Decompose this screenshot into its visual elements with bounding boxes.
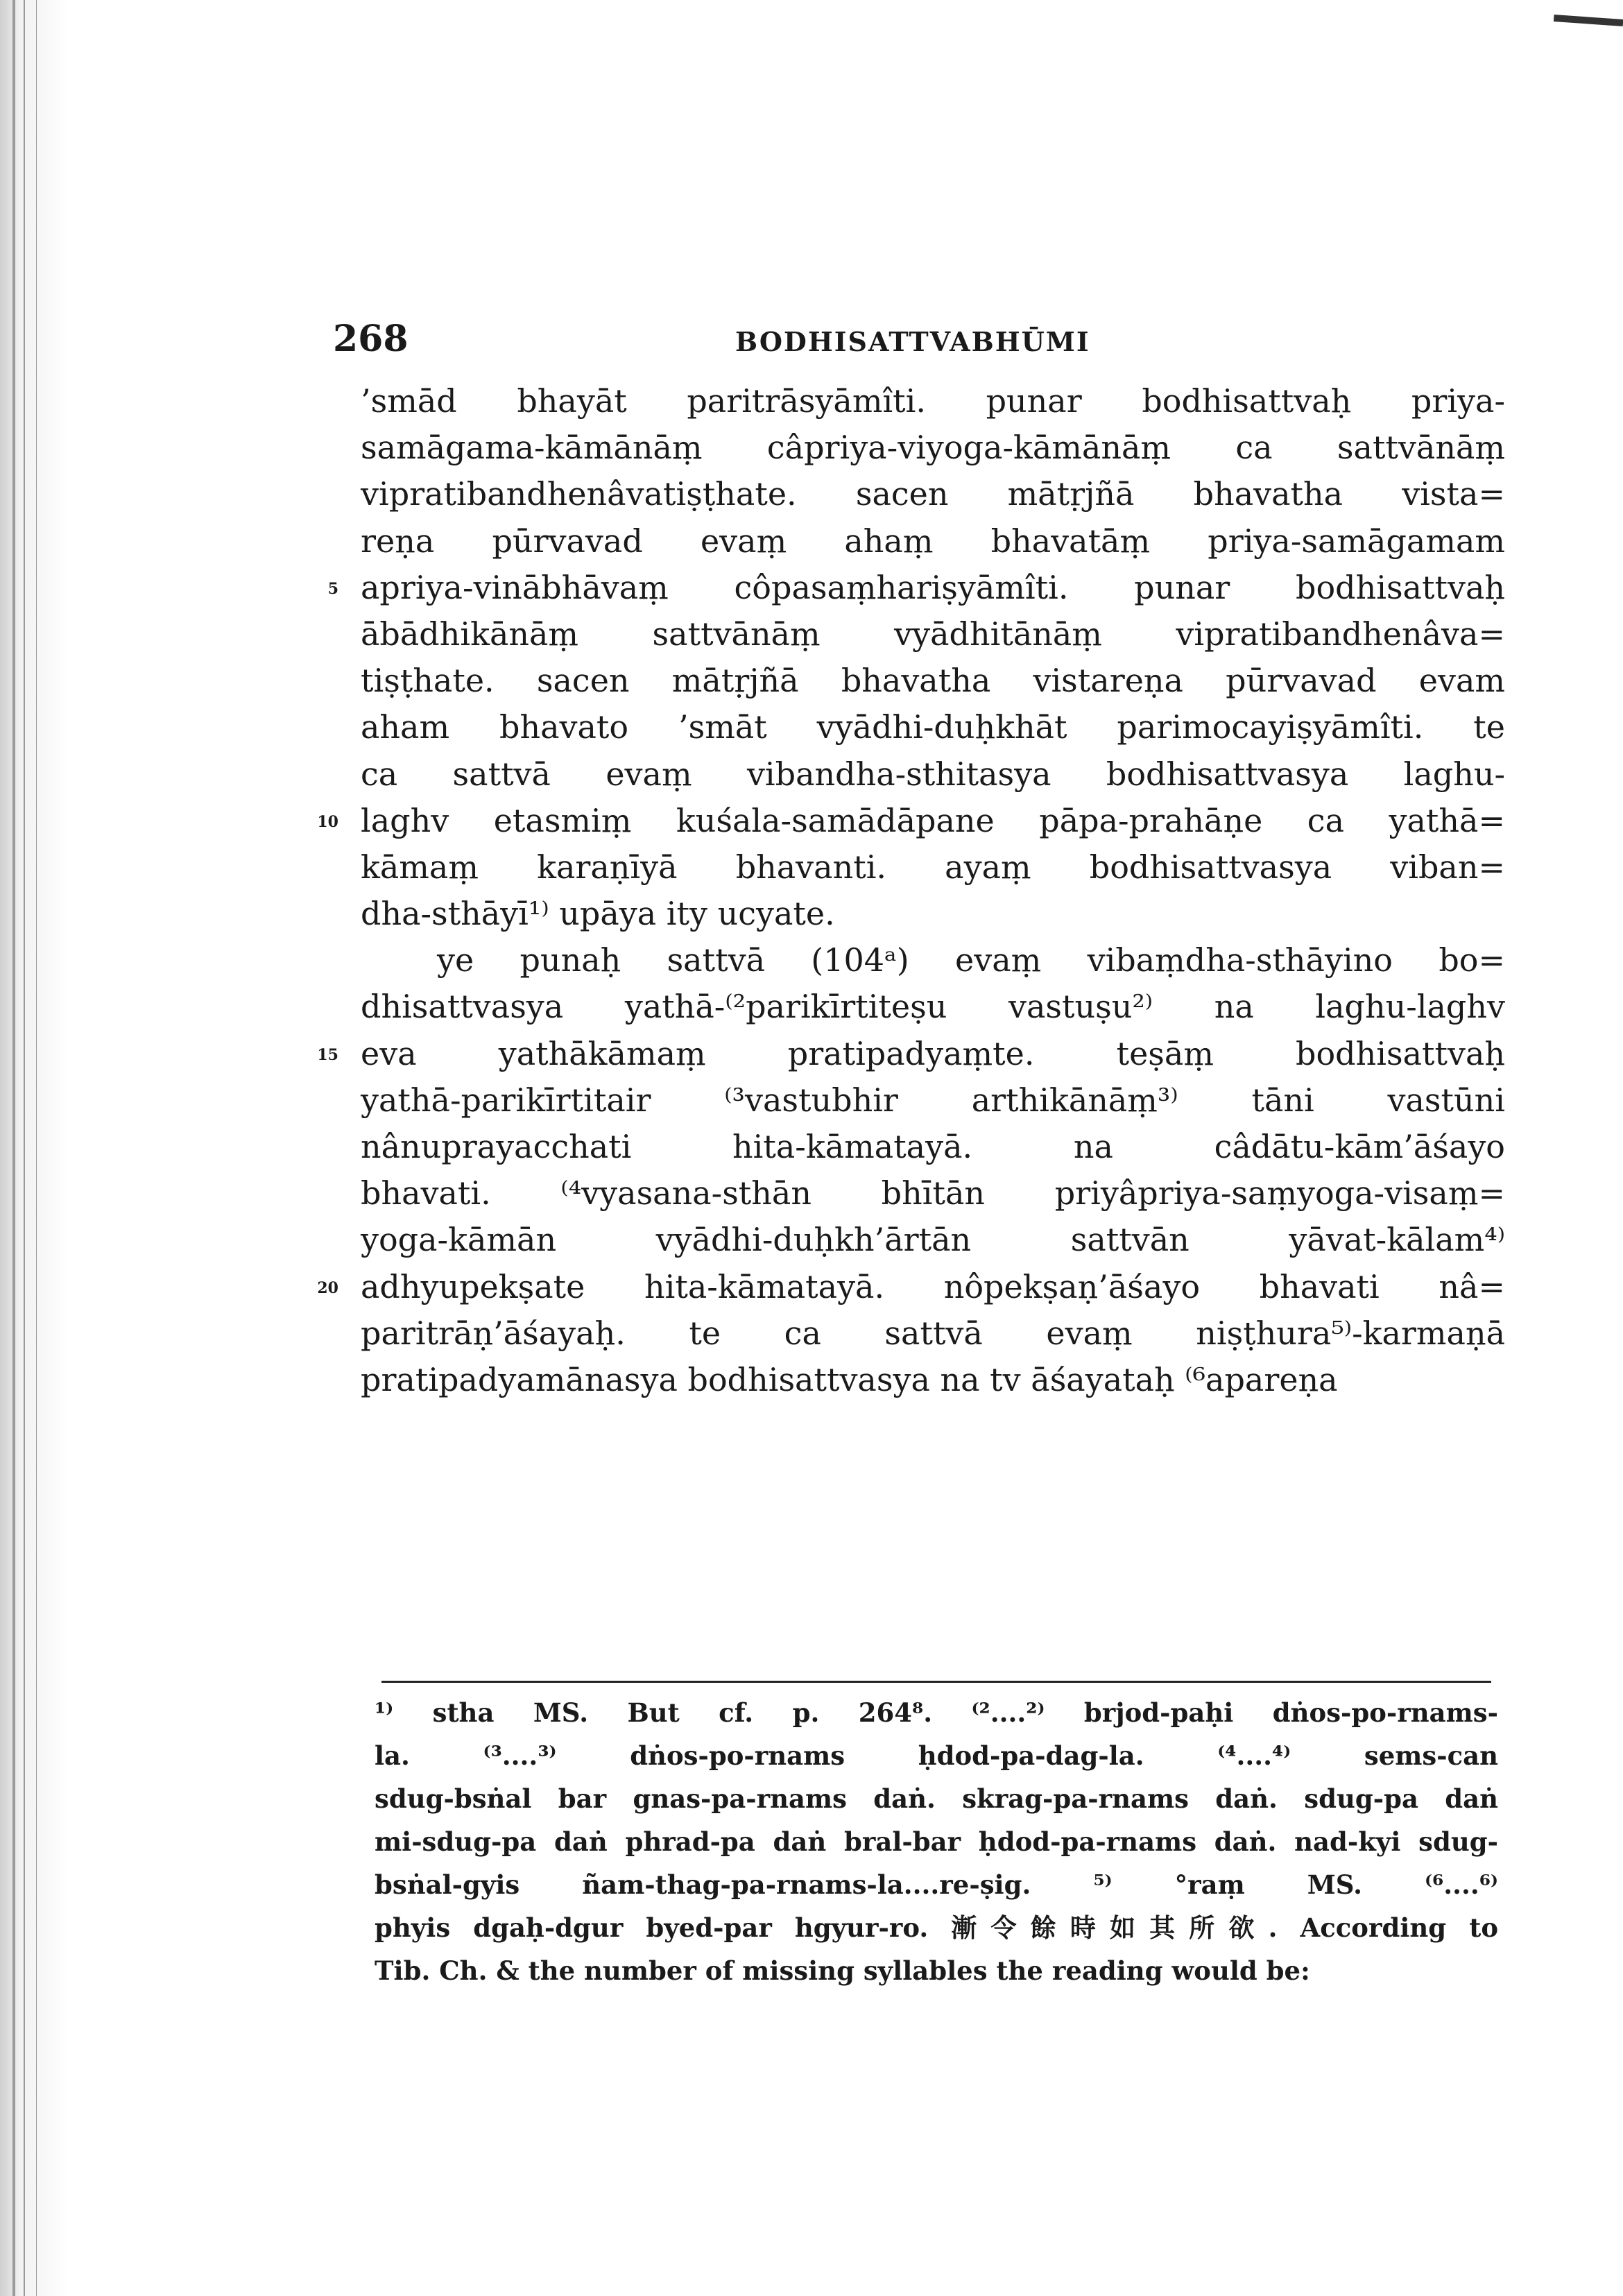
text-line: yoga-kāmān vyādhi-duḥkh’ārtān sattvān yāvat-kālam⁴⁾	[361, 1221, 1505, 1259]
page-number: 268	[333, 318, 409, 360]
text-line: ābādhikānāṃ sattvānāṃ vyādhitānāṃ vipratibandhenâva=	[361, 615, 1505, 653]
line-number: 20	[317, 1278, 338, 1297]
footnote-line: phyis dgaḥ-dgur byed-par hgyur-ro. 漸令餘時如其所欲. According to	[375, 1912, 1498, 1943]
text-line: dha-sthāyī¹⁾ upāya ity ucyate.	[361, 895, 835, 933]
book-page	[317, 312, 1519, 2116]
line-number: 10	[317, 812, 338, 831]
footnote-line: bsṅal-gyis ñam-thag-pa-rnams-la....re-ṣig. ⁵⁾ °raṃ MS. ⁽⁶....⁶⁾	[375, 1869, 1498, 1900]
text-line: pratipadyamānasya bodhisattvasya na tv āśayataḥ ⁽⁶apareṇa	[361, 1360, 1338, 1398]
text-line: dhisattvasya yathā-⁽²parikīrtiteṣu vastuṣu²⁾ na laghu-laghv	[361, 988, 1505, 1026]
footnote-line: sdug-bsṅal bar gnas-pa-rnams daṅ. skrag-pa-rnams daṅ. sdug-pa daṅ	[375, 1783, 1498, 1814]
text-line: reṇa pūrvavad evaṃ ahaṃ bhavatāṃ priya-samāgamam	[361, 522, 1505, 560]
text-line: ye punaḥ sattvā (104ᵃ) evaṃ vibaṃdha-sthāyino bo=	[437, 941, 1505, 979]
footnote-line: Tib. Ch. & the number of missing syllables the reading would be:	[375, 1955, 1310, 1986]
text-line: samāgama-kāmānāṃ câpriya-viyoga-kāmānāṃ ca sattvānāṃ	[361, 429, 1505, 467]
book-spine-shadow	[0, 0, 69, 2296]
spine-line	[24, 0, 25, 2296]
text-line: nânuprayacchati hita-kāmatayā. na câdātu-kām’āśayo	[361, 1128, 1505, 1165]
text-line: eva yathākāmaṃ pratipadyaṃte. teṣāṃ bodhisattvaḥ	[361, 1034, 1505, 1072]
footnotes	[375, 1691, 1498, 1992]
text-line: ca sattvā evaṃ vibandha-sthitasya bodhisattvasya laghu-	[361, 755, 1505, 793]
line-number: 15	[317, 1045, 338, 1064]
text-line: ’smād bhayāt paritrāsyāmîti. punar bodhisattvaḥ priya-	[361, 382, 1505, 420]
main-text	[317, 378, 1505, 1403]
text-line: apriya-vinābhāvaṃ côpasaṃhariṣyāmîti. punar bodhisattvaḥ	[361, 568, 1505, 606]
text-line: tiṣṭhate. sacen mātṛjñā bhavatha vistareṇa pūrvavad evam	[361, 662, 1505, 700]
text-line: kāmaṃ karaṇīyā bhavanti. ayaṃ bodhisattvasya viban=	[361, 848, 1505, 886]
page-header	[333, 318, 1498, 373]
footnote-line: ¹⁾ stha MS. But cf. p. 264⁸. ⁽²....²⁾ brjod-paḥi dṅos-po-rnams-	[375, 1697, 1498, 1728]
text-line: vipratibandhenâvatiṣṭhate. sacen mātṛjñā bhavatha vista=	[361, 475, 1505, 513]
spine-line	[12, 0, 15, 2296]
running-title: BODHISATTVABHŪMI	[735, 326, 1090, 357]
text-line: yathā-parikīrtitair ⁽³vastubhir arthikānāṃ³⁾ tāni vastūni	[361, 1081, 1505, 1119]
page-corner-mark	[1554, 15, 1623, 26]
footnote-rule	[381, 1681, 1491, 1683]
text-line: laghv etasmiṃ kuśala-samādāpane pāpa-prahāṇe ca yathā=	[361, 801, 1505, 839]
footnote-line: mi-sdug-pa daṅ phrad-pa daṅ bral-bar ḥdod-pa-rnams daṅ. nad-kyi sdug-	[375, 1826, 1498, 1857]
text-line: paritrāṇ’āśayaḥ. te ca sattvā evaṃ niṣṭhura⁵⁾-karmaṇā	[361, 1314, 1505, 1352]
footnote-line: la. ⁽³....³⁾ dṅos-po-rnams ḥdod-pa-dag-la. ⁽⁴....⁴⁾ sems-can	[375, 1740, 1498, 1771]
text-line: bhavati. ⁽⁴vyasana-sthān bhītān priyâpriya-saṃyoga-visaṃ=	[361, 1174, 1505, 1213]
text-line: adhyupekṣate hita-kāmatayā. nôpekṣaṇ’āśayo bhavati nâ=	[361, 1267, 1505, 1305]
line-number: 5	[327, 579, 338, 598]
spine-line	[36, 0, 37, 2296]
text-line: aham bhavato ’smāt vyādhi-duḥkhāt parimocayiṣyāmîti. te	[361, 708, 1505, 746]
